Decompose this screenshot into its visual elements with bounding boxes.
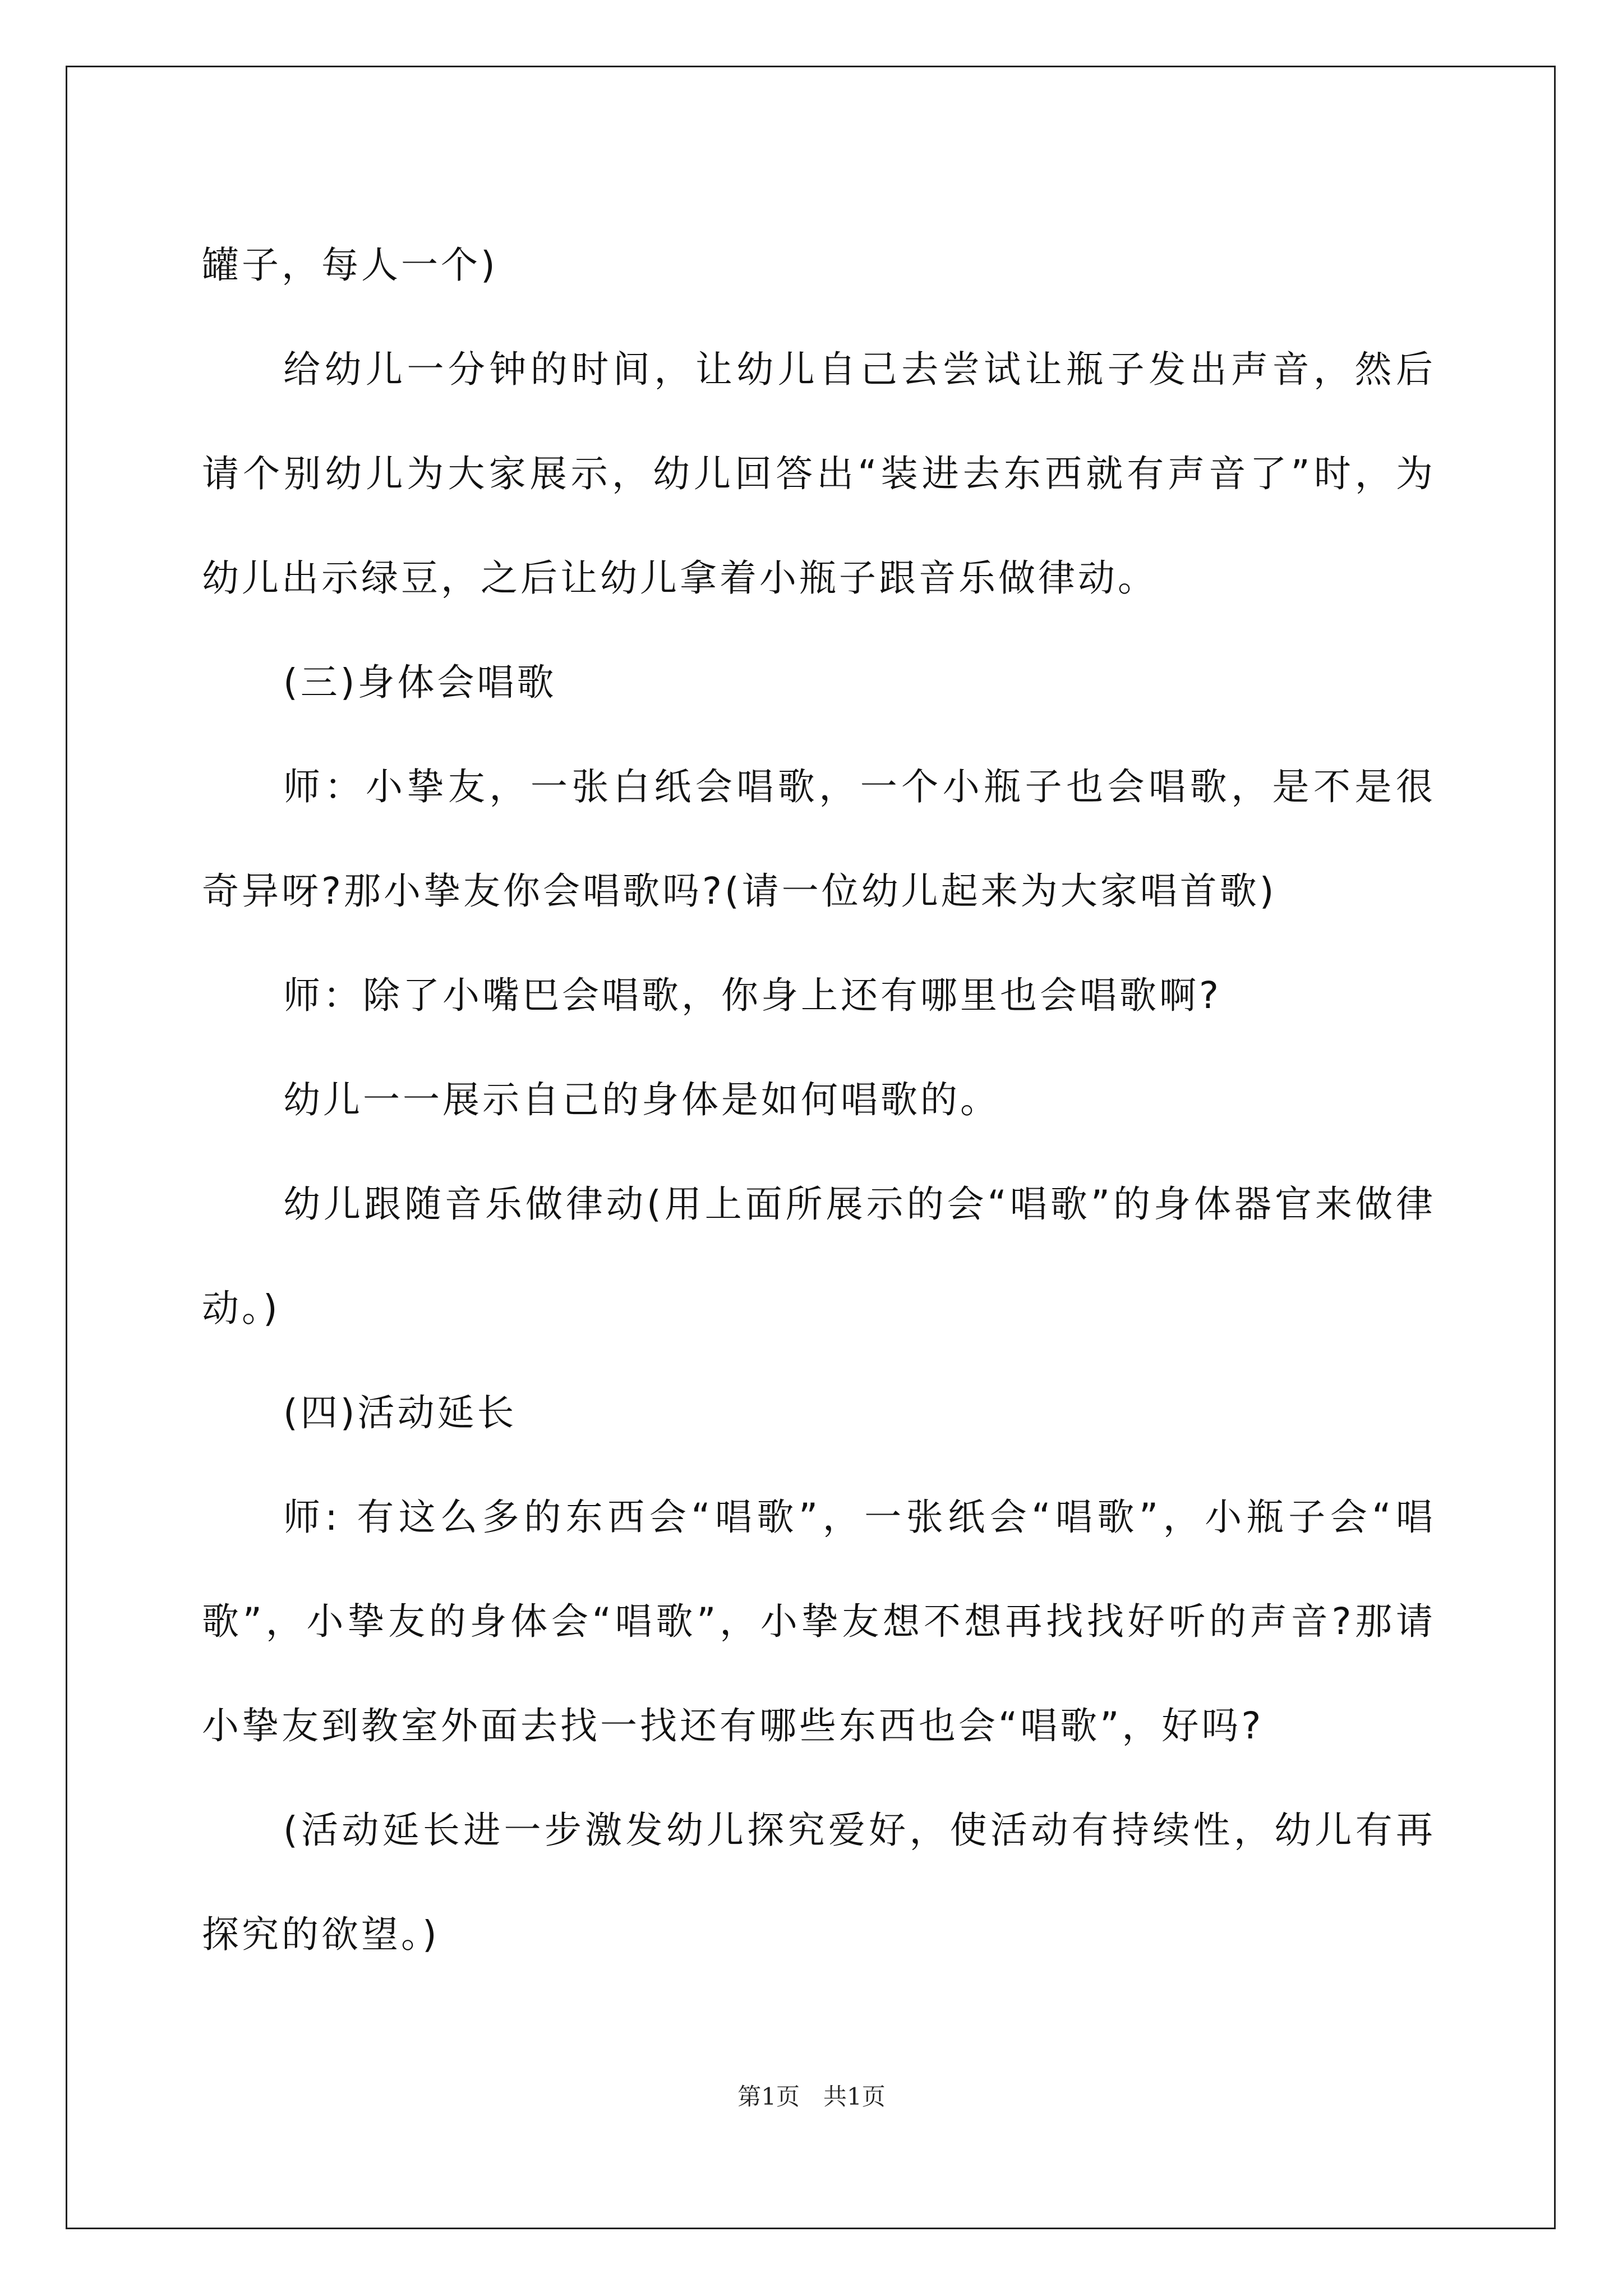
paragraph: 给幼儿一分钟的时间，让幼儿自己去尝试让瓶子发出声音，然后请个别幼儿为大家展示，幼儿回答出“装进去东西就有声音了”时，为幼儿出示绿豆，之后让幼儿拿着小瓶子跟音乐做律动。 xyxy=(202,348,1436,600)
section-heading: (四)活动延长 xyxy=(283,1391,517,1434)
section-heading: (三)身体会唱歌 xyxy=(283,661,557,704)
document-body xyxy=(202,213,1436,1987)
paragraph: (活动延长进一步激发幼儿探究爱好，使活动有持续性，幼儿有再探究的欲望。) xyxy=(202,1809,1436,1956)
page-footer: 第1页 共1页 xyxy=(737,2083,886,2110)
paragraph: 师: 有这么多的东西会“唱歌”，一张纸会“唱歌”，小瓶子会“唱歌”，小挚友的身体会“唱歌”，小挚友想不想再找找好听的声音?那请小挚友到教室外面去找一找还有哪些东西也会“唱歌”，好吗? xyxy=(202,1496,1436,1747)
paragraph: 师：小挚友，一张白纸会唱歌，一个小瓶子也会唱歌，是不是很奇异呀?那小挚友你会唱歌吗?(请一位幼儿起来为大家唱首歌) xyxy=(202,765,1436,913)
paragraph: 幼儿跟随音乐做律动(用上面所展示的会“唱歌”的身体器官来做律动。) xyxy=(202,1182,1436,1330)
paragraph: 幼儿一一展示自己的身体是如何唱歌的。 xyxy=(283,1078,1000,1121)
paragraph: 师：除了小嘴巴会唱歌，你身上还有哪里也会唱歌啊? xyxy=(283,974,1222,1017)
paragraph: 罐子，每人一个) xyxy=(202,243,498,287)
